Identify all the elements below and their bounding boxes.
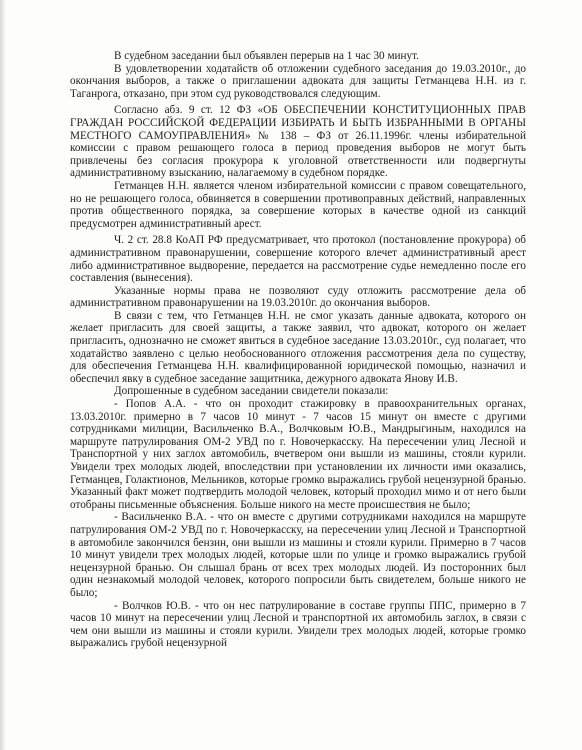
paragraph-witness-popov: - Попов А.А. - что он проходит стажировку в правоохранительных органах, 13.03.2010г. примерно в 7 часов 10 минут - 7 часов 15 минут он вместе с другими сотрудниками милиции, Васильченко В.А., Волчковым Ю.В., Мандрыгиным, находился на маршруте патрулирования ОМ-2 УВД по г. Новочеркасску. На пересечении улиц Лесной и Транспортной у них заглох автомобиль, вчетвером они вышли из машины, стояли курили. Увидели трех молодых людей, впоследствии при установлении их личности ими оказались, Гетманцев, Голактионов, Мельников, которые громко выражались грубой нецензурной бранью. Указанный факт может подтвердить молодой человек, который проходил мимо и от него были отобраны письменные объяснения. Больше никого на месте происшествия не было; — [70, 398, 526, 511]
paragraph-federal-law: Согласно абз. 9 ст. 12 ФЗ «ОБ ОБЕСПЕЧЕНИИ КОНСТИТУЦИОННЫХ ПРАВ ГРАЖДАН РОССИЙСКОЙ ФЕДЕРАЦИИ ИЗБИРАТЬ И БЫТЬ ИЗБРАННЫМИ В ОРГАНЫ МЕСТНОГО САМОУПРАВЛЕНИЯ» № 138 – ФЗ от 26.11.1996г. члены избирательной комиссии с правом решающего голоса в период проведения выборов не могут быть привлечены без согласия прокурора к уголовной ответственности или подвергнуты административному взысканию, налагаемому в судебном порядке. — [70, 104, 526, 180]
paragraph-witness-vasilchenko: - Васильченко В.А. - что он вместе с другими сотрудниками находился на маршруте патрулирования ОМ-2 УВД по г. Новочеркасску, на пересечении улиц Лесной и Транспортной в автомобиле закончился бензин, они вышли из машины и стояли курили. Примерно в 7 часов 10 минут увидели трех молодых людей, которые шли по улице и громко выражались грубой нецензурной бранью. Он слышал брань от всех трех молодых людей. Из посторонних был один незнакомый молодой человек, которого попросили быть свидетелем, больше никого не было; — [70, 511, 526, 599]
paragraph-recess: В судебном заседании был объявлен перерыв на 1 час 30 минут. — [114, 50, 419, 62]
paragraph-motion-denied: В удовлетворении ходатайств об отложении судебного заседания до 19.03.2010г., до окончания выборов, а также о приглашении адвоката для защиты Гетманцева Н.Н. из г. Таганрога, отказано, при этом суд руководствовался следующим. — [70, 62, 526, 100]
paragraph-legal-norms: Указанные нормы права не позволяют суду отложить рассмотрение дела об административном правонарушении на 19.03.2010г. до окончания выборов. — [70, 284, 526, 310]
paragraph-witnesses-intro: Допрошенные в судебном заседании свидетели показали: — [114, 385, 389, 398]
paragraph-witness-volchkov: - Волчков Ю.В. - что он нес патрулирование в составе группы ППС, примерно в 7 часов 10 минут на пересечении улиц Лесной и транспортной их автомобиль заглох, в связи с чем они вышли из машины и стояли курили. Увидели трех молодых людей, которые громко выражались грубой нецензурной — [70, 599, 526, 650]
paragraph-lawyer: В связи с тем, что Гетманцев Н.Н. не смог указать данные адвоката, которого он желает пригласить для своей защиты, а также заявил, что адвокат, которого он желает пригласить, однозначно не сможет явиться в судебное заседание 13.03.2010г., суд полагает, что ходатайство заявлено с целью необоснованного отложения рассмотрения дела по существу, для обеспечения Гетманцева Н.Н. квалифицированной юридической помощью, назначил и обеспечил явку в судебное заседание защитника, дежурного адвоката Янову И.В. — [70, 309, 526, 385]
paragraph-koap-article: Ч. 2 ст. 28.8 КоАП РФ предусматривает, что протокол (постановление прокурора) об административном правонарушении, совершение которого влечет административный арест либо административное выдворение, передается на рассмотрение судье немедленно после его составления (вынесения). — [70, 234, 526, 285]
paragraph-commission-member: Гетманцев Н.Н. является членом избирательной комиссии с правом совещательного, но не решающего голоса, обвиняется в совершении противоправных действий, направленных против общественного порядка, за совершение которых в качестве одной из санкций предусмотрен административный арест. — [70, 179, 526, 230]
